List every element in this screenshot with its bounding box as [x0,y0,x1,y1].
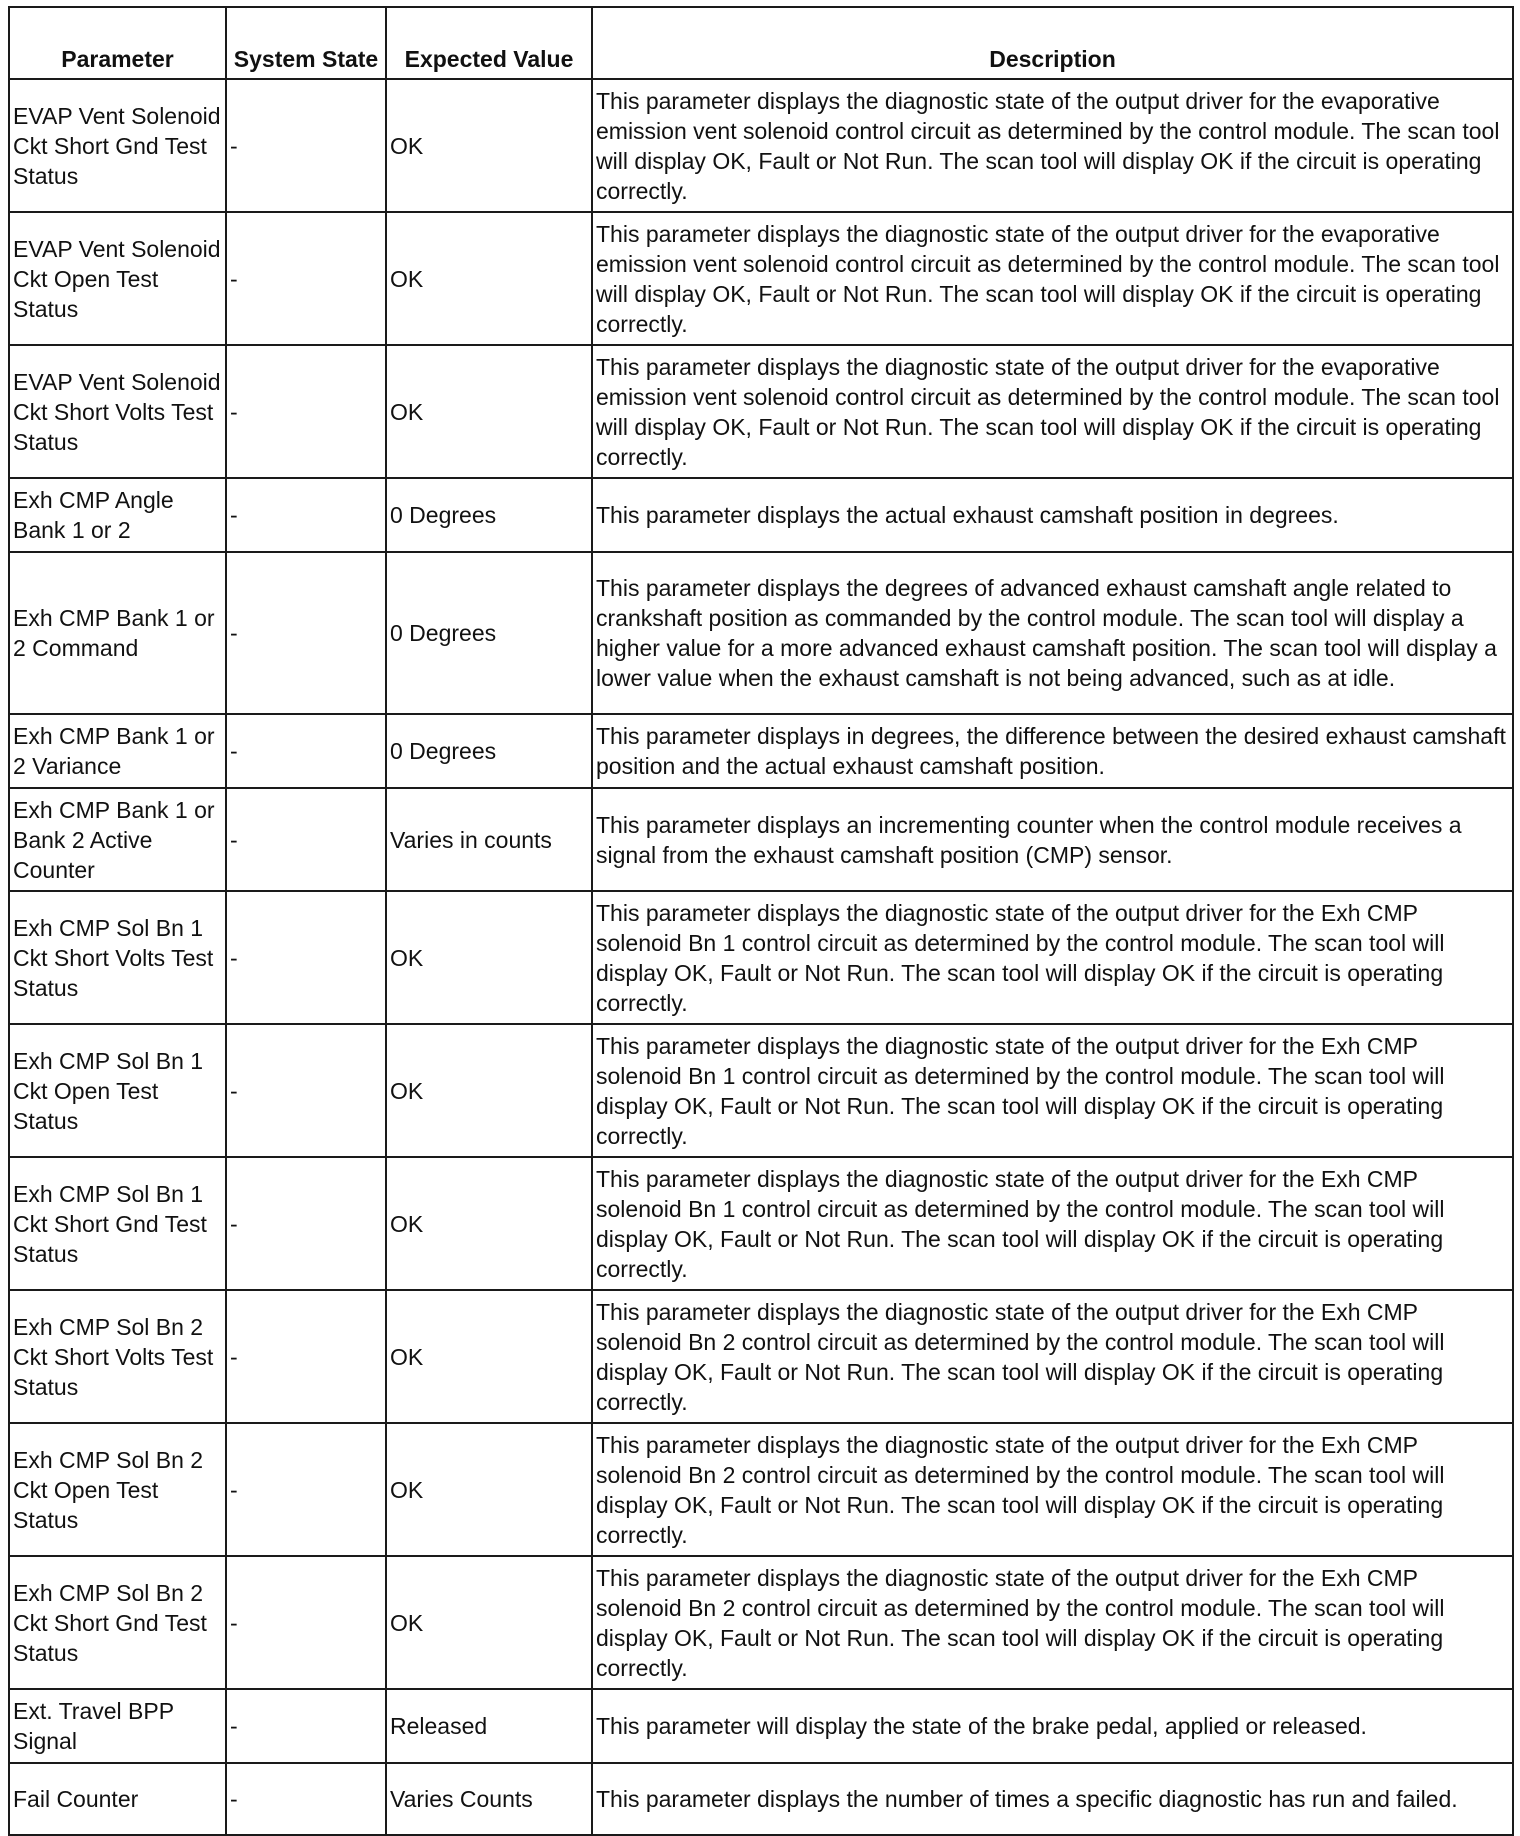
table-row [9,714,1513,788]
cell-description: This parameter displays the diagnostic state of the output driver for the Exh CMP solenoid Bn 1 control circuit as determined by the control module. The scan tool will display OK, Fault or Not Run. The scan tool will display OK if the circuit is operating correctly. [592,1024,1513,1157]
cell-expected-value: OK [386,212,592,345]
parameter-table [8,6,1514,1836]
cell-system-state: - [226,1290,386,1423]
document-page [8,6,1512,1836]
cell-parameter: Fail Counter [9,1763,226,1835]
cell-system-state: - [226,714,386,788]
cell-parameter: Exh CMP Sol Bn 1 Ckt Short Volts Test Status [9,891,226,1024]
cell-expected-value: OK [386,345,592,478]
cell-parameter: Ext. Travel BPP Signal [9,1689,226,1763]
cell-parameter: Exh CMP Bank 1 or Bank 2 Active Counter [9,788,226,891]
cell-description: This parameter displays the degrees of advanced exhaust camshaft angle related to crankshaft position as commanded by the control module. The scan tool will display a higher value for a more advanced exhaust camshaft position. The scan tool will display a lower value when the exhaust camshaft is not being advanced, such as at idle. [592,552,1513,714]
header-parameter: Parameter [9,7,226,79]
cell-system-state: - [226,1556,386,1689]
cell-system-state: - [226,1024,386,1157]
table-row [9,1423,1513,1556]
table-row [9,552,1513,714]
cell-parameter: Exh CMP Bank 1 or 2 Command [9,552,226,714]
cell-expected-value: OK [386,1423,592,1556]
cell-expected-value: Varies in counts [386,788,592,891]
cell-description: This parameter displays the diagnostic state of the output driver for the Exh CMP solenoid Bn 1 control circuit as determined by the control module. The scan tool will display OK, Fault or Not Run. The scan tool will display OK if the circuit is operating correctly. [592,1157,1513,1290]
header-expected-value: Expected Value [386,7,592,79]
table-row [9,478,1513,552]
cell-system-state: - [226,1423,386,1556]
header-system-state: System State [226,7,386,79]
table-row [9,788,1513,891]
table-row [9,79,1513,212]
table-row [9,1157,1513,1290]
cell-expected-value: Varies Counts [386,1763,592,1835]
cell-description: This parameter displays in degrees, the difference between the desired exhaust camshaft position and the actual exhaust camshaft position. [592,714,1513,788]
cell-description: This parameter displays an incrementing counter when the control module receives a signal from the exhaust camshaft position (CMP) sensor. [592,788,1513,891]
cell-system-state: - [226,552,386,714]
cell-parameter: EVAP Vent Solenoid Ckt Short Volts Test Status [9,345,226,478]
cell-system-state: - [226,478,386,552]
cell-description: This parameter displays the diagnostic state of the output driver for the evaporative emission vent solenoid control circuit as determined by the control module. The scan tool will display OK, Fault or Not Run. The scan tool will display OK if the circuit is operating correctly. [592,212,1513,345]
cell-expected-value: 0 Degrees [386,714,592,788]
cell-parameter: Exh CMP Sol Bn 2 Ckt Short Volts Test Status [9,1290,226,1423]
cell-description: This parameter displays the diagnostic state of the output driver for the Exh CMP solenoid Bn 2 control circuit as determined by the control module. The scan tool will display OK, Fault or Not Run. The scan tool will display OK if the circuit is operating correctly. [592,1423,1513,1556]
table-row [9,345,1513,478]
cell-parameter: Exh CMP Sol Bn 2 Ckt Open Test Status [9,1423,226,1556]
cell-parameter: EVAP Vent Solenoid Ckt Open Test Status [9,212,226,345]
table-row [9,1024,1513,1157]
table-row [9,1556,1513,1689]
cell-expected-value: OK [386,79,592,212]
cell-system-state: - [226,1689,386,1763]
cell-system-state: - [226,212,386,345]
cell-description: This parameter displays the diagnostic state of the output driver for the evaporative emission vent solenoid control circuit as determined by the control module. The scan tool will display OK, Fault or Not Run. The scan tool will display OK if the circuit is operating correctly. [592,345,1513,478]
table-row [9,1763,1513,1835]
cell-description: This parameter displays the diagnostic state of the output driver for the Exh CMP solenoid Bn 2 control circuit as determined by the control module. The scan tool will display OK, Fault or Not Run. The scan tool will display OK if the circuit is operating correctly. [592,1556,1513,1689]
cell-description: This parameter displays the number of times a specific diagnostic has run and failed. [592,1763,1513,1835]
cell-description: This parameter displays the diagnostic state of the output driver for the Exh CMP solenoid Bn 1 control circuit as determined by the control module. The scan tool will display OK, Fault or Not Run. The scan tool will display OK if the circuit is operating correctly. [592,891,1513,1024]
table-row [9,212,1513,345]
table-row [9,1689,1513,1763]
cell-parameter: Exh CMP Angle Bank 1 or 2 [9,478,226,552]
table-row [9,1290,1513,1423]
cell-system-state: - [226,79,386,212]
cell-parameter: Exh CMP Sol Bn 1 Ckt Open Test Status [9,1024,226,1157]
cell-description: This parameter will display the state of the brake pedal, applied or released. [592,1689,1513,1763]
cell-expected-value: OK [386,1024,592,1157]
cell-parameter: EVAP Vent Solenoid Ckt Short Gnd Test Status [9,79,226,212]
cell-expected-value: 0 Degrees [386,478,592,552]
cell-description: This parameter displays the actual exhaust camshaft position in degrees. [592,478,1513,552]
cell-system-state: - [226,891,386,1024]
cell-parameter: Exh CMP Sol Bn 2 Ckt Short Gnd Test Status [9,1556,226,1689]
cell-system-state: - [226,1157,386,1290]
cell-system-state: - [226,345,386,478]
cell-expected-value: OK [386,1157,592,1290]
cell-expected-value: OK [386,891,592,1024]
cell-parameter: Exh CMP Bank 1 or 2 Variance [9,714,226,788]
cell-expected-value: Released [386,1689,592,1763]
cell-system-state: - [226,788,386,891]
cell-expected-value: 0 Degrees [386,552,592,714]
table-row [9,891,1513,1024]
cell-parameter: Exh CMP Sol Bn 1 Ckt Short Gnd Test Status [9,1157,226,1290]
cell-expected-value: OK [386,1290,592,1423]
table-header-row [9,7,1513,79]
cell-system-state: - [226,1763,386,1835]
cell-expected-value: OK [386,1556,592,1689]
cell-description: This parameter displays the diagnostic state of the output driver for the evaporative emission vent solenoid control circuit as determined by the control module. The scan tool will display OK, Fault or Not Run. The scan tool will display OK if the circuit is operating correctly. [592,79,1513,212]
cell-description: This parameter displays the diagnostic state of the output driver for the Exh CMP solenoid Bn 2 control circuit as determined by the control module. The scan tool will display OK, Fault or Not Run. The scan tool will display OK if the circuit is operating correctly. [592,1290,1513,1423]
header-description: Description [592,7,1513,79]
